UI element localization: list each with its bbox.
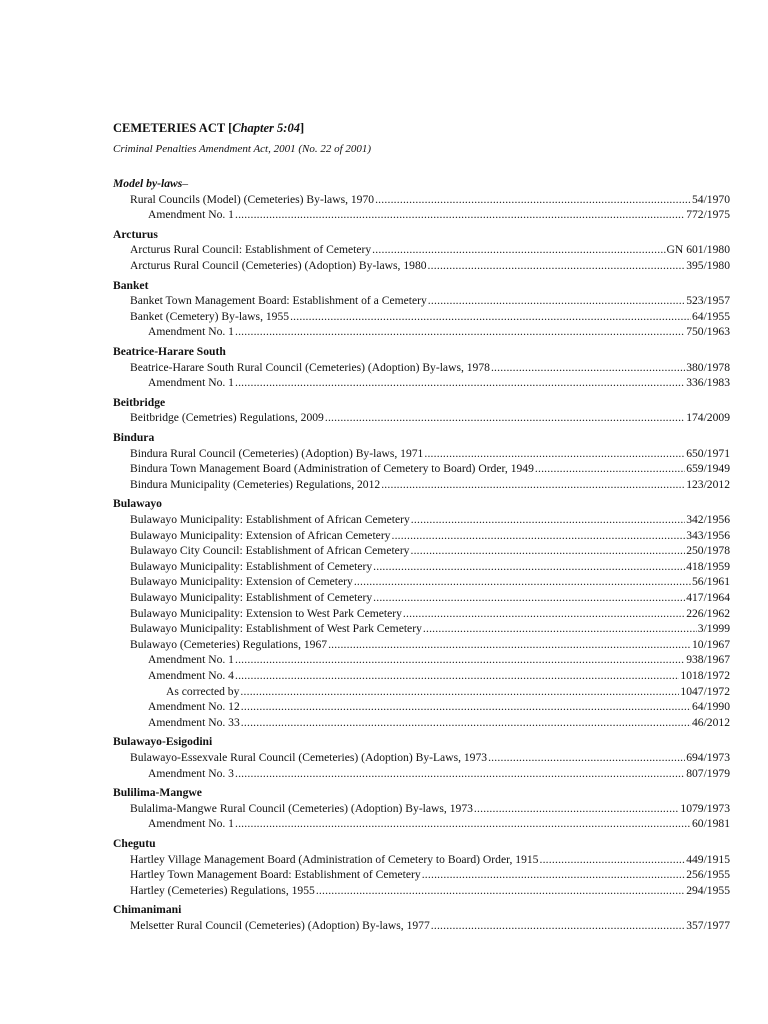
entry-reference: 449/1915 [686,852,730,866]
section-heading-label: Chimanimani [113,903,182,917]
entry-label: Bulawayo City Council: Establishment of African Cemetery [130,544,410,558]
entry-label: Bulawayo Municipality: Establishment of African Cemetery [130,513,410,526]
index-entry [148,715,730,730]
entry-reference: 336/1983 [686,376,730,390]
entry-label: Bulawayo Municipality: Establishment of Cemetery [130,591,373,604]
document-subtitle: Criminal Penalties Amendment Act, 2001 (No. 22 of 2001) [113,143,372,155]
section-heading [113,902,181,917]
entry-reference: 54/1970 [691,192,730,206]
section-heading-label: Arcturus [113,227,158,241]
index-entry [148,816,730,831]
index-entry [148,207,730,222]
entry-reference: 380/1978 [686,360,730,374]
entry-label: Banket Town Management Board: Establishment of a Cemetery [130,294,427,308]
section-heading-suffix: – [182,177,189,190]
document-title [113,121,304,136]
section-heading [113,176,188,191]
entry-label: Bulawayo Municipality: Extension to West Park Cemetery [130,606,402,620]
entry-label: Beitbridge (Cemetries) Regulations, 2009 [130,411,324,425]
entry-label: Bulalima-Mangwe Rural Council (Cemeteries) (Adoption) By-laws, 1973 [130,801,473,815]
entry-label: Arcturus Rural Council: Establishment of Cemetery [130,243,372,257]
entry-label: Amendment No. 1 [148,817,234,831]
dot-leader [316,883,685,898]
entry-label: Bulawayo (Cemeteries) Regulations, 1967 [130,637,328,651]
dot-leader [381,477,685,492]
index-entry [130,360,730,375]
section-heading-label: Bulilima-Mangwe [113,786,202,800]
dot-leader [474,801,679,816]
index-entry [130,574,730,589]
entry-label: Amendment No. 3 [148,766,234,780]
entry-reference: 417/1964 [686,591,730,604]
index-entry [148,668,730,683]
index-entry [130,258,730,273]
dot-leader [235,324,685,339]
entry-reference: 395/1980 [686,259,730,272]
entry-reference: 123/2012 [686,477,730,491]
dot-leader [431,918,685,933]
index-entry [130,528,730,543]
section-heading [113,496,162,511]
entry-reference: 60/1981 [691,817,730,831]
entry-reference: 226/1962 [686,606,730,620]
entry-label: Amendment No. 33 [148,715,240,729]
index-entry [130,606,730,621]
entry-reference: 418/1959 [686,559,730,573]
title-main: CEMETERIES ACT [ [113,121,233,135]
section-heading [113,344,226,359]
index-entry [130,750,730,765]
entry-label: Amendment No. 12 [148,700,240,714]
section-heading-label: Model by-laws [113,177,183,190]
entry-reference: 938/1967 [686,653,730,667]
entry-label: Amendment No. 4 [148,669,234,682]
index-entry [130,461,730,476]
entry-label: Beatrice-Harare South Rural Council (Cemeteries) (Adoption) By-laws, 1978 [130,360,490,374]
index-entry [130,637,730,652]
entry-label: Amendment No. 1 [148,653,234,667]
dot-leader [422,867,686,882]
index-entry [130,801,730,816]
entry-reference: 750/1963 [686,325,730,339]
entry-reference: 659/1949 [686,462,730,476]
section-heading [113,836,156,851]
entry-reference: 523/1957 [686,294,730,308]
index-entry [130,543,730,558]
entry-label: Rural Councils (Model) (Cemeteries) By-laws, 1970 [130,192,375,206]
index-entry [130,852,730,867]
dot-leader [241,715,691,730]
entry-reference: 10/1967 [691,637,730,651]
entry-reference: 46/2012 [691,715,730,729]
entry-reference: GN 601/1980 [666,243,730,257]
entry-label: As corrected by [166,684,240,698]
section-heading-label: Chegutu [113,837,156,850]
dot-leader [410,543,685,558]
dot-leader [240,684,679,699]
entry-label: Banket (Cemetery) By-laws, 1955 [130,309,290,323]
dot-leader [235,766,685,781]
section-heading-label: Bindura [113,431,155,444]
index-entry [130,446,730,461]
entry-label: Arcturus Rural Council (Cemeteries) (Adoption) By-laws, 1980 [130,259,427,272]
dot-leader [428,258,686,273]
index-entry [130,309,730,324]
entry-reference: 294/1955 [686,883,730,897]
entry-label: Hartley Town Management Board: Establishment of Cemetery [130,868,421,882]
index-entry [130,293,730,308]
dot-leader [235,816,691,831]
section-heading [113,734,212,749]
entry-reference: 1047/1972 [680,684,730,698]
index-entry [148,766,730,781]
dot-leader [391,528,685,543]
section-heading-label: Bulawayo [113,497,162,511]
entry-label: Bulawayo Municipality: Extension of African Cemetery [130,528,391,542]
dot-leader [235,207,685,222]
entry-reference: 174/2009 [686,411,730,425]
title-end: ] [299,121,305,135]
dot-leader [535,461,685,476]
entry-reference: 343/1956 [686,528,730,542]
index-entry [166,684,730,699]
section-heading-label: Beatrice-Harare South [113,345,226,358]
index-entry [148,324,730,339]
entry-reference: 3/1999 [697,622,730,636]
dot-leader [424,446,685,461]
dot-leader [539,852,685,867]
entry-label: Bulawayo Municipality: Establishment of Cemetery [130,559,373,573]
entry-reference: 64/1990 [691,700,730,714]
entry-label: Amendment No. 1 [148,325,234,339]
entry-label: Bulawayo-Essexvale Rural Council (Cemeteries) (Adoption) By-Laws, 1973 [130,751,488,764]
index-entry [148,652,730,667]
entry-label: Bindura Rural Council (Cemeteries) (Adoption) By-laws, 1971 [130,446,424,460]
dot-leader [325,410,685,425]
entry-label: Bulawayo Municipality: Establishment of West Park Cemetery [130,622,422,636]
section-heading [113,785,202,800]
index-entry [130,590,730,605]
section-heading-label: Beitbridge [113,395,166,409]
dot-leader [235,375,685,390]
entry-label: Bindura Town Management Board (Administration of Cemetery to Board) Order, 1949 [130,462,534,476]
dot-leader [428,293,685,308]
entry-reference: 342/1956 [686,513,730,526]
title-chapter: Chapter 5:04 [232,121,300,135]
dot-leader [354,574,691,589]
index-entry [130,918,730,933]
entry-reference: 772/1975 [686,208,730,222]
section-heading [113,227,158,242]
dot-leader [411,512,685,527]
dot-leader [373,559,685,574]
index-entry [148,375,730,390]
dot-leader [423,621,697,636]
section-heading [113,430,154,445]
dot-leader [235,652,685,667]
index-entry [130,559,730,574]
dot-leader [488,750,685,765]
entry-reference: 56/1961 [691,575,730,589]
index-entry [130,883,730,898]
entry-label: Hartley Village Management Board (Administration of Cemetery to Board) Order, 1915 [130,852,539,866]
entry-reference: 1079/1973 [680,801,730,815]
index-entry [130,621,730,636]
index-entry [130,192,730,207]
entry-reference: 807/1979 [686,766,730,780]
index-entry [130,477,730,492]
entry-label: Bulawayo Municipality: Extension of Cemetery [130,575,353,589]
dot-leader [235,668,679,683]
section-heading-label: Banket [113,278,149,292]
entry-reference: 694/1973 [686,751,730,764]
index-entry [130,867,730,882]
entry-reference: 357/1977 [686,919,730,932]
entry-label: Amendment No. 1 [148,208,234,222]
index-entry [130,410,730,425]
section-heading [113,395,165,410]
entry-reference: 1018/1972 [680,669,730,682]
entry-reference: 650/1971 [686,446,730,460]
entry-reference: 256/1955 [686,868,730,882]
entry-reference: 64/1955 [691,309,730,323]
dot-leader [375,192,691,207]
entry-reference: 250/1978 [686,544,730,558]
dot-leader [373,590,685,605]
dot-leader [403,606,685,621]
dot-leader [290,309,691,324]
dot-leader [328,637,691,652]
entry-label: Amendment No. 1 [148,376,234,390]
entry-label: Bindura Municipality (Cemeteries) Regulations, 2012 [130,477,381,491]
dot-leader [491,360,685,375]
index-entry [148,699,730,714]
section-heading [113,278,148,293]
section-heading-label: Bulawayo-Esigodini [113,735,213,749]
index-entry [130,242,730,257]
index-entry [130,512,730,527]
entry-label: Hartley (Cemeteries) Regulations, 1955 [130,883,315,897]
dot-leader [372,242,665,257]
dot-leader [241,699,691,714]
entry-label: Melsetter Rural Council (Cemeteries) (Adoption) By-laws, 1977 [130,919,430,932]
